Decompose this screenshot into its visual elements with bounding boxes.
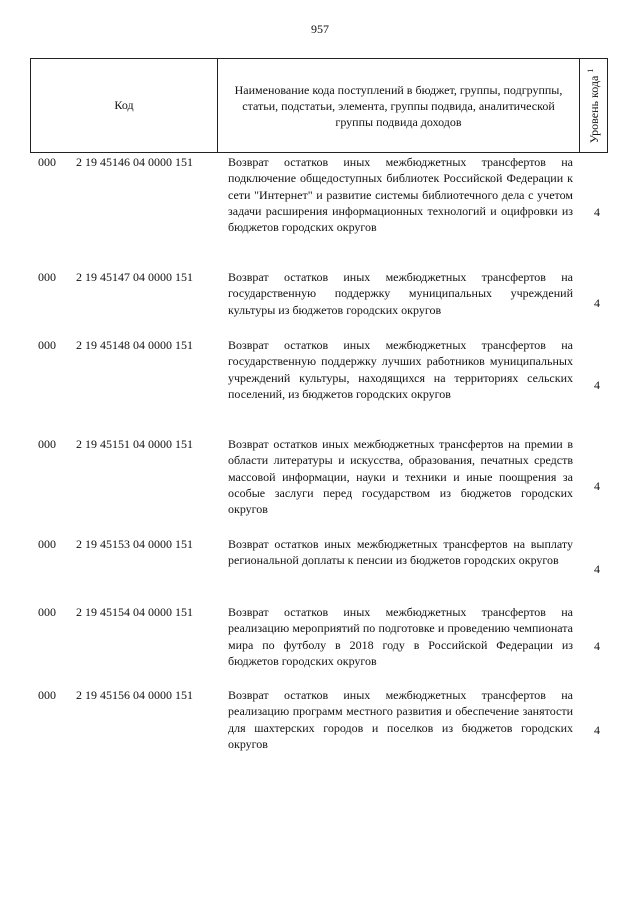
- row-level: 4: [594, 205, 600, 219]
- header-code: Код: [31, 59, 218, 152]
- table-row: [30, 604, 608, 674]
- row-code: 2 19 45147 04 0000 151: [76, 270, 193, 284]
- row-admin-code: 000: [38, 270, 56, 284]
- row-code: 2 19 45154 04 0000 151: [76, 605, 193, 619]
- table-row: [30, 436, 608, 521]
- row-level: 4: [594, 723, 600, 737]
- row-level: 4: [594, 479, 600, 493]
- row-code: 2 19 45153 04 0000 151: [76, 537, 193, 551]
- row-name: Возврат остатков иных межбюджетных трансфертов на государственную поддержку муниципальных учреждений культуры из бюджетов городских округов: [228, 270, 573, 317]
- row-admin-code: 000: [38, 437, 56, 451]
- row-code: 2 19 45146 04 0000 151: [76, 155, 193, 169]
- row-admin-code: 000: [38, 338, 56, 352]
- table-row: [30, 536, 608, 591]
- header-level-label: Уровень кода: [586, 75, 601, 143]
- header-level-footnote: 1: [585, 68, 595, 73]
- header-level: [580, 59, 607, 152]
- row-code: 2 19 45151 04 0000 151: [76, 437, 193, 451]
- row-admin-code: 000: [38, 155, 56, 169]
- row-name: Возврат остатков иных межбюджетных трансфертов на государственную поддержку лучших работников муниципальных учреждений культуры, находящихся на территориях сельских поселений, из бюджетов городских округов: [228, 338, 573, 401]
- row-code: 2 19 45156 04 0000 151: [76, 688, 193, 702]
- row-name: Возврат остатков иных межбюджетных трансфертов на реализацию программ местного развития и обеспечение занятости для шахтерских городов и поселков из бюджетов городских округов: [228, 688, 573, 751]
- row-code: 2 19 45148 04 0000 151: [76, 338, 193, 352]
- row-level: 4: [594, 562, 600, 576]
- row-level: 4: [594, 378, 600, 392]
- page-number: 957: [311, 22, 329, 36]
- table-row: [30, 337, 608, 422]
- row-name: Возврат остатков иных межбюджетных трансфертов на реализацию мероприятий по подготовке и проведению чемпионата мира по футболу в 2018 году в Российской Федерации из бюджетов городских округов: [228, 605, 573, 668]
- table-row: [30, 687, 608, 757]
- row-admin-code: 000: [38, 605, 56, 619]
- row-name: Возврат остатков иных межбюджетных трансфертов на премии в области литературы и искусства, образования, печатных средств массовой информации, науки и техники и иные поощрения за особые заслуги перед государством из бюджетов городских округов: [228, 437, 573, 517]
- header-level-text: [586, 68, 602, 143]
- row-level: 4: [594, 296, 600, 310]
- row-name: Возврат остатков иных межбюджетных трансфертов на выплату региональной доплаты к пенсии из бюджетов городских округов: [228, 537, 573, 568]
- table-row: [30, 269, 608, 324]
- row-admin-code: 000: [38, 537, 56, 551]
- row-name: Возврат остатков иных межбюджетных трансфертов на подключение общедоступных библиотек Российской Федерации к сети "Интернет" и развитие системы библиотечного дела с учетом задачи расширения информационных технологий и оцифровки из бюджетов городских округов: [228, 155, 573, 235]
- table-header: [30, 58, 608, 153]
- table-row: [30, 154, 608, 259]
- row-level: 4: [594, 639, 600, 653]
- row-admin-code: 000: [38, 688, 56, 702]
- header-name: Наименование кода поступлений в бюджет, группы, подгруппы, статьи, подстатьи, элемента, группы подвида, аналитической группы подвида доходов: [218, 59, 580, 152]
